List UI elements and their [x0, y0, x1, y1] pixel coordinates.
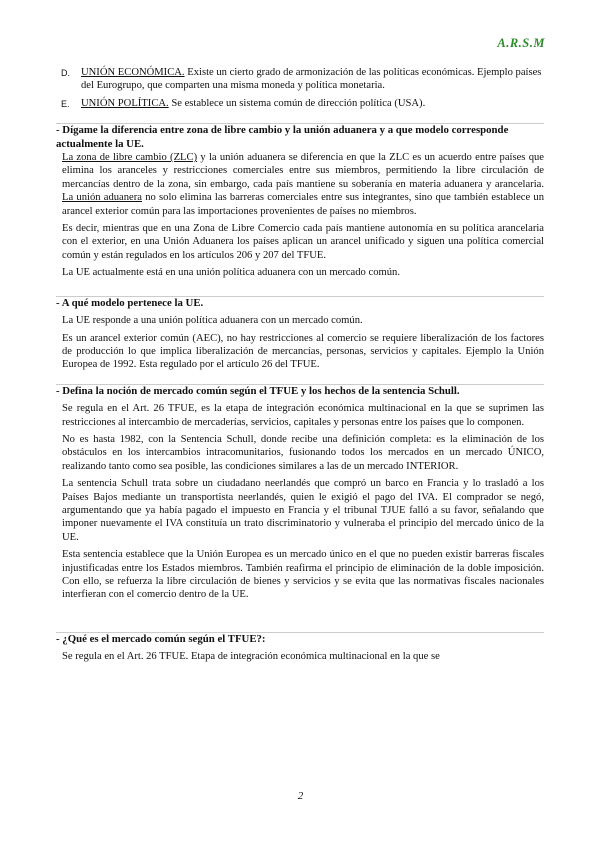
- page-number: 2: [297, 790, 304, 802]
- answer-paragraph: Es decir, mientras que en una Zona de Libre Comercio cada país mantiene autonomía en su política arancelaria con el exterior, en una Unión Aduanera los países aplican un arancel unificado y siguen una política comercial común y están regulados en los artículos 206 y 207 del TFUE.: [62, 223, 544, 261]
- list-item-text: [81, 97, 425, 111]
- list-marker: E.: [61, 98, 70, 109]
- answer-paragraph: La UE actualmente está en una unión política aduanera con un mercado común.: [62, 267, 400, 279]
- answer-paragraph: La sentencia Schull trata sobre un ciudadano neerlandés que compró un barco en Francia y lo trasladó a los Países Bajos mediante un transportista neerlandés, quien le exigió el pago del IVA. El comprador se negó, argumentando que ya había pagado el impuesto en Francia y el tribunal TJUE falló a su favor, señalando que imponer nuevamente el IVA constituía un trato discriminatorio y vulneraba el principio del mercado único de la UE.: [62, 478, 544, 543]
- answer-paragraph: La UE responde a una unión política aduanera con un mercado común.: [62, 315, 363, 327]
- answer-paragraph: Se regula en el Art. 26 TFUE. Etapa de integración económica multinacional en la que se: [62, 651, 440, 663]
- document-body: [56, 66, 544, 664]
- list-item-text: [81, 66, 544, 93]
- paragraph-text: no solo elimina las barreras comerciales entre sus integrantes, sino que también establece un arancel exterior común para las importaciones provenientes de países no miembros.: [62, 192, 545, 217]
- underlined-term: La zona de libre cambio (ZLC): [62, 152, 198, 164]
- list-description: Se establece un sistema común de dirección política (USA).: [168, 97, 426, 109]
- list-description: Existe un cierto grado de armonización de las políticas económicas. Ejemplo países del Eurogrupo, que comparten una misma moneda y política monetaria.: [81, 67, 542, 92]
- answer-paragraph: Esta sentencia establece que la Unión Europea es un mercado único en el que no pueden existir barreras fiscales injustificadas entre los Estados miembros. También reafirma el principio de eliminación de la doble imposición. Con ello, se refuerza la libre circulación de bienes y servicios y se evita que las normativas fiscales nacionales interfieran con el comercio dentro de la UE.: [62, 549, 544, 601]
- underlined-term: La unión aduanera: [62, 192, 142, 204]
- question-heading: - ¿Qué es el mercado común según el TFUE?:: [56, 632, 266, 645]
- list-marker: D.: [61, 68, 70, 78]
- question-heading: - A qué modelo pertenece la UE.: [56, 296, 204, 309]
- answer-paragraph: Se regula en el Art. 26 TFUE, es la etapa de integración económica multinacional en la que se suprimen las restricciones al intercambio de mercaderías, servicios, capitales y personas entre los países que lo componen.: [62, 403, 544, 428]
- document-header-initials: A.R.S.M: [497, 36, 545, 50]
- list-term: UNIÓN ECONÓMICA.: [81, 67, 185, 78]
- question-heading: - Defina la noción de mercado común según el TFUE y los hechos de la sentencia Schull.: [56, 384, 460, 397]
- paragraph-text: y la unión aduanera se diferencia en que la ZLC es un acuerdo entre países que elimina los aranceles y restricciones comerciales entre sus miembros, permitiendo la libre circulación de mercancías dentro de la zona, sin embargo, cada país mantiene su soberanía en materia aduanera y arancelaria.: [62, 152, 544, 190]
- list-term: UNIÓN POLÍTICA.: [81, 97, 169, 109]
- answer-paragraph: Es un arancel exterior común (AEC), no hay restricciones al comercio se requiere liberalización de los factores de producción lo que implica liberalización de mercancías, personas, servicios y capitales. Ejemplo la Unión Europea de 1992. Esta regulado por el artículo 26 del TFUE.: [62, 332, 544, 371]
- answer-paragraph: No es hasta 1982, con la Sentencia Schull, donde recibe una definición completa: es la eliminación de los obstáculos en los intercambios intracomunitarios, fusionando todos los mercados en un mercado ÚNICO, realizando tanto como sea posible, las condiciones similares a las de un mercado INTERIOR.: [62, 433, 544, 472]
- answer-paragraph: [56, 151, 544, 218]
- list-item-economic-union: [56, 66, 544, 93]
- question-heading: - Dígame la diferencia entre zona de libre cambio y la unión aduanera y a que modelo corresponde actualmente la UE.: [56, 124, 509, 150]
- list-item-political-union: [56, 97, 544, 111]
